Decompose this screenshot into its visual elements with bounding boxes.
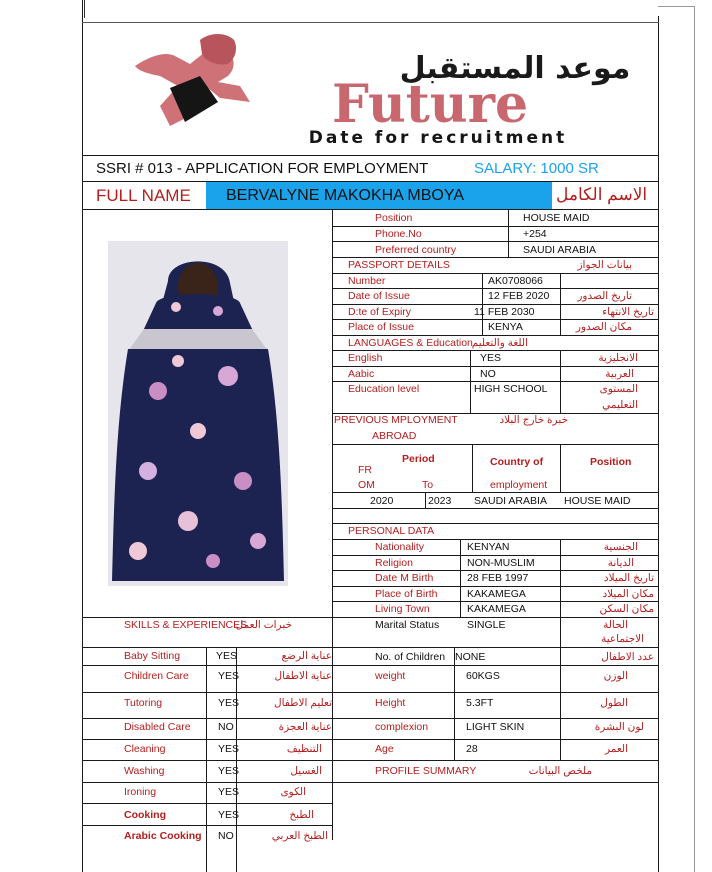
english-value: YES	[480, 352, 502, 364]
country-header: Country of	[490, 456, 544, 468]
nationality-arabic: الجنسية	[603, 541, 638, 553]
birth-date-value: 28 FEB 1997	[467, 572, 529, 584]
issue-date-label: Date of Issue	[348, 290, 410, 302]
languages-heading-arabic: اللغة والتعليم	[471, 337, 528, 349]
marital-status-value: SINGLE	[467, 619, 506, 631]
skill-baby-sitting-value: YES	[216, 650, 238, 662]
arabic-arabic: العربية	[605, 368, 634, 380]
skill-baby-sitting-label: Baby Sitting	[124, 650, 181, 662]
birth-date-label: Date M Birth	[375, 572, 434, 584]
children-count-value: NONE	[455, 651, 486, 663]
skill-disabled-care-arabic: عناية العجزة	[278, 721, 332, 733]
skill-washing-label: Washing	[124, 765, 165, 777]
religion-value: NON-MUSLIM	[467, 557, 535, 569]
preferred-country-label: Preferred country	[375, 244, 457, 256]
religion-arabic: الديانة	[607, 557, 634, 569]
skill-cleaning-label: Cleaning	[124, 743, 166, 755]
nationality-value: KENYAN	[467, 541, 510, 553]
skill-ironing-arabic: الكوى	[280, 786, 306, 798]
sheet-left-border	[82, 0, 83, 872]
weight-label: weight	[375, 670, 406, 682]
country-header-2: employment	[490, 479, 548, 491]
weight-value: 60KGS	[466, 670, 500, 682]
skill-arabic-cooking-label: Arabic Cooking	[124, 830, 202, 842]
employment-heading-arabic: خبرة خارج البلاد	[499, 414, 568, 426]
marital-status-label: Marital Status	[375, 619, 440, 631]
age-value: 28	[466, 743, 478, 755]
position-label: Position	[375, 212, 413, 224]
skill-tutoring-value: YES	[218, 697, 240, 709]
position-value: HOUSE MAID	[523, 212, 590, 224]
header-bottom-line	[82, 155, 659, 156]
phone-value: +254	[523, 228, 547, 240]
profile-summary-arabic: ملخص البيانات	[528, 765, 592, 777]
skill-children-care-arabic: عناية الاطفال	[274, 670, 332, 682]
employment-from: 2020	[370, 495, 394, 507]
skill-washing-arabic: الغسيل	[290, 765, 322, 777]
logo-tagline-text: Date for recruitment	[308, 128, 568, 148]
skill-cooking-arabic: الطبخ	[289, 809, 314, 821]
marital-status-arabic: الحالة	[603, 619, 628, 631]
skill-tutoring-label: Tutoring	[124, 697, 163, 709]
skill-children-care-value: YES	[218, 670, 240, 682]
phone-label: Phone.No	[375, 228, 422, 240]
living-town-value: KAKAMEGA	[467, 603, 526, 615]
children-count-label: No. of Children	[375, 651, 446, 663]
period-header: Period	[402, 453, 435, 465]
application-sheet	[82, 0, 658, 872]
employment-to: 2023	[428, 495, 452, 507]
to-header: To	[422, 479, 434, 491]
full-name-label: FULL NAME	[96, 186, 191, 205]
preferred-country-value: SAUDI ARABIA	[523, 244, 596, 256]
passport-number-value: AK0708066	[488, 275, 543, 287]
issue-place-arabic: مكان الصدور	[575, 321, 632, 333]
personal-data-heading: PERSONAL DATA	[348, 525, 435, 537]
birth-place-arabic: مكان الميلاد	[602, 588, 654, 600]
company-logo	[130, 26, 630, 152]
languages-heading: LANGUAGES & Education	[348, 337, 473, 349]
birth-place-label: Place of Birth	[375, 588, 438, 600]
religion-label: Religion	[375, 557, 413, 569]
full-name-value: BERVALYNE MAKOKHA MBOYA	[226, 187, 464, 204]
passport-heading-arabic: بيانات الجواز	[577, 259, 632, 271]
children-count-arabic: عدد الاطفال	[601, 651, 654, 663]
issue-date-value: 12 FEB 2020	[488, 290, 550, 302]
complexion-arabic: لون البشرة	[594, 721, 644, 733]
nationality-label: Nationality	[375, 541, 425, 553]
skill-baby-sitting-arabic: عناية الرضع	[281, 650, 332, 662]
height-value: 5.3FT	[466, 697, 494, 709]
marital-status-arabic-2: الاجتماعية	[601, 633, 644, 645]
age-arabic: العمر	[604, 743, 628, 755]
skills-heading: SKILLS & EXPERIENCES	[124, 619, 248, 631]
skill-arabic-cooking-value: NO	[218, 830, 234, 842]
skill-cooking-value: YES	[218, 809, 240, 821]
profile-summary-label: PROFILE SUMMARY	[375, 765, 477, 777]
education-level-label: Education level	[348, 383, 420, 395]
from-header-2: OM	[358, 479, 375, 491]
living-town-arabic: مكان السكن	[599, 603, 654, 615]
employment-position: HOUSE MAID	[564, 495, 631, 507]
living-town-label: Living Town	[375, 603, 430, 615]
skill-disabled-care-label: Disabled Care	[124, 721, 191, 733]
logo-word-text: Future	[331, 74, 529, 135]
issue-date-arabic: تاريخ الصدور	[577, 290, 632, 302]
complexion-label: complexion	[375, 721, 429, 733]
height-label: Height	[375, 697, 406, 709]
employment-heading: PREVIOUS MPLOYMENT	[334, 414, 458, 426]
height-arabic: الطول	[600, 697, 628, 709]
skill-ironing-label: Ironing	[124, 786, 157, 798]
english-arabic: الانجليزية	[598, 352, 638, 364]
education-level-arabic: المستوى	[599, 383, 638, 395]
education-level-value: HIGH SCHOOL	[474, 383, 548, 395]
expiry-date-value: 11 FEB 2030	[474, 306, 535, 318]
skills-heading-arabic: خبرات العمل	[235, 619, 292, 631]
birth-date-arabic: تاريخ الميلاد	[603, 572, 654, 584]
employment-heading-2: ABROAD	[372, 430, 417, 442]
skill-disabled-care-value: NO	[218, 721, 234, 733]
english-label: English	[348, 352, 383, 364]
age-label: Age	[375, 743, 394, 755]
passport-number-label: Number	[348, 275, 386, 287]
application-title: SSRI # 013 - APPLICATION FOR EMPLOYMENT	[96, 160, 429, 177]
skill-cleaning-value: YES	[218, 743, 240, 755]
skill-cleaning-arabic: التنظيف	[286, 743, 322, 755]
position-header: Position	[590, 456, 632, 468]
expiry-date-label: D:te of Expiry	[348, 306, 412, 318]
education-level-arabic-2: التعليمي	[602, 399, 638, 411]
skill-tutoring-arabic: تعليم الاطفال	[274, 697, 332, 709]
skill-washing-value: YES	[218, 765, 240, 777]
skill-cooking-label: Cooking	[124, 809, 166, 821]
header-top-line	[82, 22, 659, 23]
issue-place-label: Place of Issue	[348, 321, 414, 333]
employment-country: SAUDI ARABIA	[474, 495, 547, 507]
from-header-1: FR	[358, 464, 372, 476]
logo-arabic-text: موعد المستقبل	[399, 51, 630, 86]
complexion-value: LIGHT SKIN	[466, 721, 525, 733]
skill-arabic-cooking-arabic: الطبخ العربي	[271, 830, 328, 842]
skill-ironing-value: YES	[218, 786, 240, 798]
birth-place-value: KAKAMEGA	[467, 588, 526, 600]
arabic-label: Aabic	[348, 368, 375, 380]
passport-heading: PASSPORT DETAILS	[348, 259, 450, 271]
arabic-value: NO	[480, 368, 496, 380]
weight-arabic: الوزن	[603, 670, 628, 682]
salary-label: SALARY: 1000 SR	[474, 160, 599, 177]
candidate-photo	[108, 241, 288, 586]
expiry-date-arabic: تاريخ الانتهاء	[602, 306, 654, 318]
page-edge-line	[694, 6, 695, 872]
issue-place-value: KENYA	[488, 321, 523, 333]
full-name-label-arabic: الاسم الكامل	[556, 185, 648, 204]
skill-children-care-label: Children Care	[124, 670, 189, 682]
